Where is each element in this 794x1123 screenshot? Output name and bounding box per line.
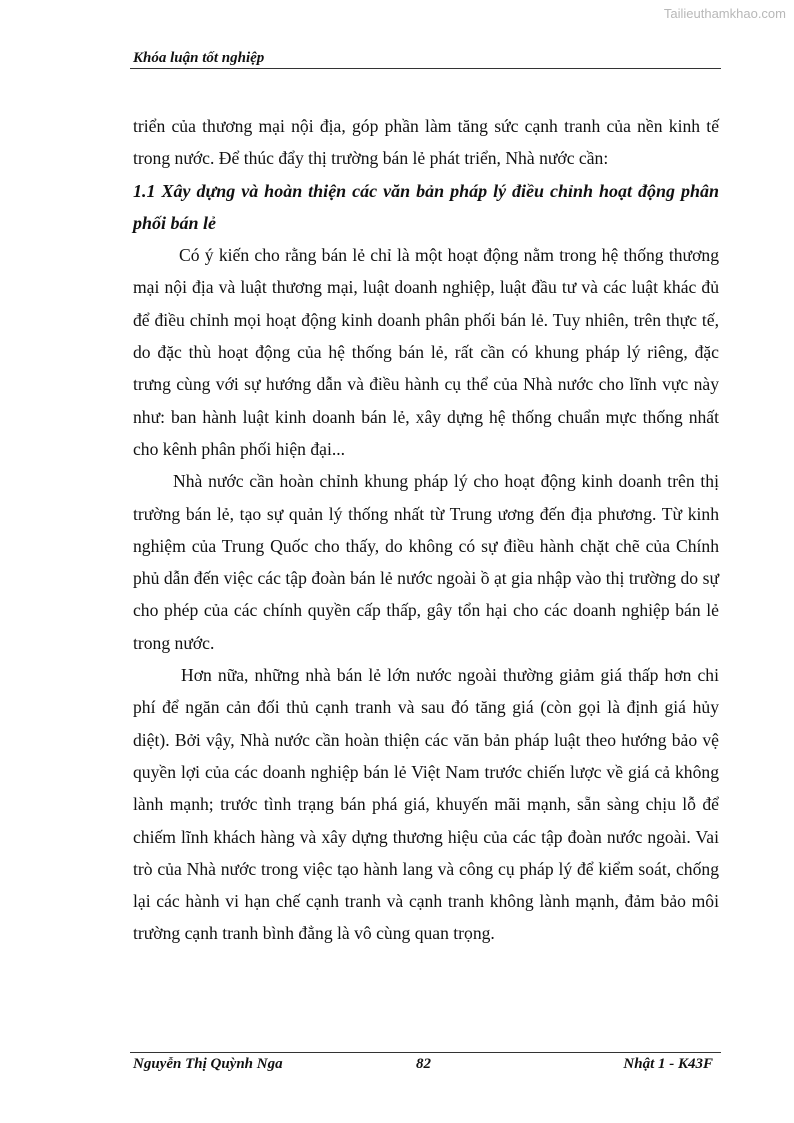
body-paragraph-3: Hơn nữa, những nhà bán lẻ lớn nước ngoài thường giảm giá thấp hơn chi phí để ngăn cản đối thủ cạnh tranh và sau đó tăng giá (còn gọi là định giá hủy diệt). Bởi vậy, Nhà nước cần hoàn thiện các văn bản pháp luật theo hướng bảo vệ quyền lợi của các doanh nghiệp bán lẻ Việt Nam trước chiến lược về giá cả không lành mạnh; trước tình trạng bán phá giá, khuyến mãi mạnh, sẵn sàng chịu lỗ để chiếm lĩnh khách hàng và xây dựng thương hiệu của các tập đoàn nước ngoài. Vai trò của Nhà nước trong việc tạo hành lang và công cụ pháp lý để kiểm soát, chống lại các hành vi hạn chế cạnh tranh và cạnh tranh không lành mạnh, đảm bảo môi trường cạnh tranh bình đẳng là vô cùng quan trọng. <box>133 665 719 944</box>
section-heading: 1.1 Xây dựng và hoàn thiện các văn bản pháp lý điều chỉnh hoạt động phân phối bán lẻ <box>133 180 719 233</box>
body-paragraph-1: Có ý kiến cho rằng bán lẻ chỉ là một hoạt động nằm trong hệ thống thương mại nội địa và luật thương mại, luật doanh nghiệp, luật đầu tư và các luật khác đủ để điều chỉnh mọi hoạt động kinh doanh phân phối bán lẻ. Tuy nhiên, trên thực tế, do đặc thù hoạt động của hệ thống bán lẻ, rất cần có khung pháp lý riêng, đặc trưng cùng với sự hướng dẫn và điều hành cụ thể của Nhà nước cho lĩnh vực này như: ban hành luật kinh doanh bán lẻ, xây dựng hệ thống chuẩn mực thống nhất cho kênh phân phối hiện đại... <box>133 245 719 459</box>
header-divider <box>130 68 721 69</box>
header-title: Khóa luận tốt nghiệp <box>133 50 265 66</box>
footer-divider <box>130 1052 721 1053</box>
watermark-text: Tailieuthamkhao.com <box>663 6 786 21</box>
document-body <box>133 110 719 950</box>
page-number: 82 <box>416 1056 431 1072</box>
footer-author: Nguyễn Thị Quỳnh Nga <box>133 1056 283 1072</box>
body-paragraph-2: Nhà nước cần hoàn chỉnh khung pháp lý cho hoạt động kinh doanh trên thị trường bán lẻ, tạo sự quản lý thống nhất từ Trung ương đến địa phương. Từ kinh nghiệm của Trung Quốc cho thấy, do không có sự điều hành chặt chẽ của Chính phủ dẫn đến việc các tập đoàn bán lẻ nước ngoài ồ ạt gia nhập vào thị trường do sự cho phép của các chính quyền cấp thấp, gây tổn hại cho các doanh nghiệp bán lẻ trong nước. <box>133 471 719 653</box>
footer-class: Nhật 1 - K43F <box>623 1056 713 1072</box>
intro-paragraph: triển của thương mại nội địa, góp phần làm tăng sức cạnh tranh của nền kinh tế trong nước. Để thúc đẩy thị trường bán lẻ phát triển, Nhà nước cần: <box>133 116 719 169</box>
